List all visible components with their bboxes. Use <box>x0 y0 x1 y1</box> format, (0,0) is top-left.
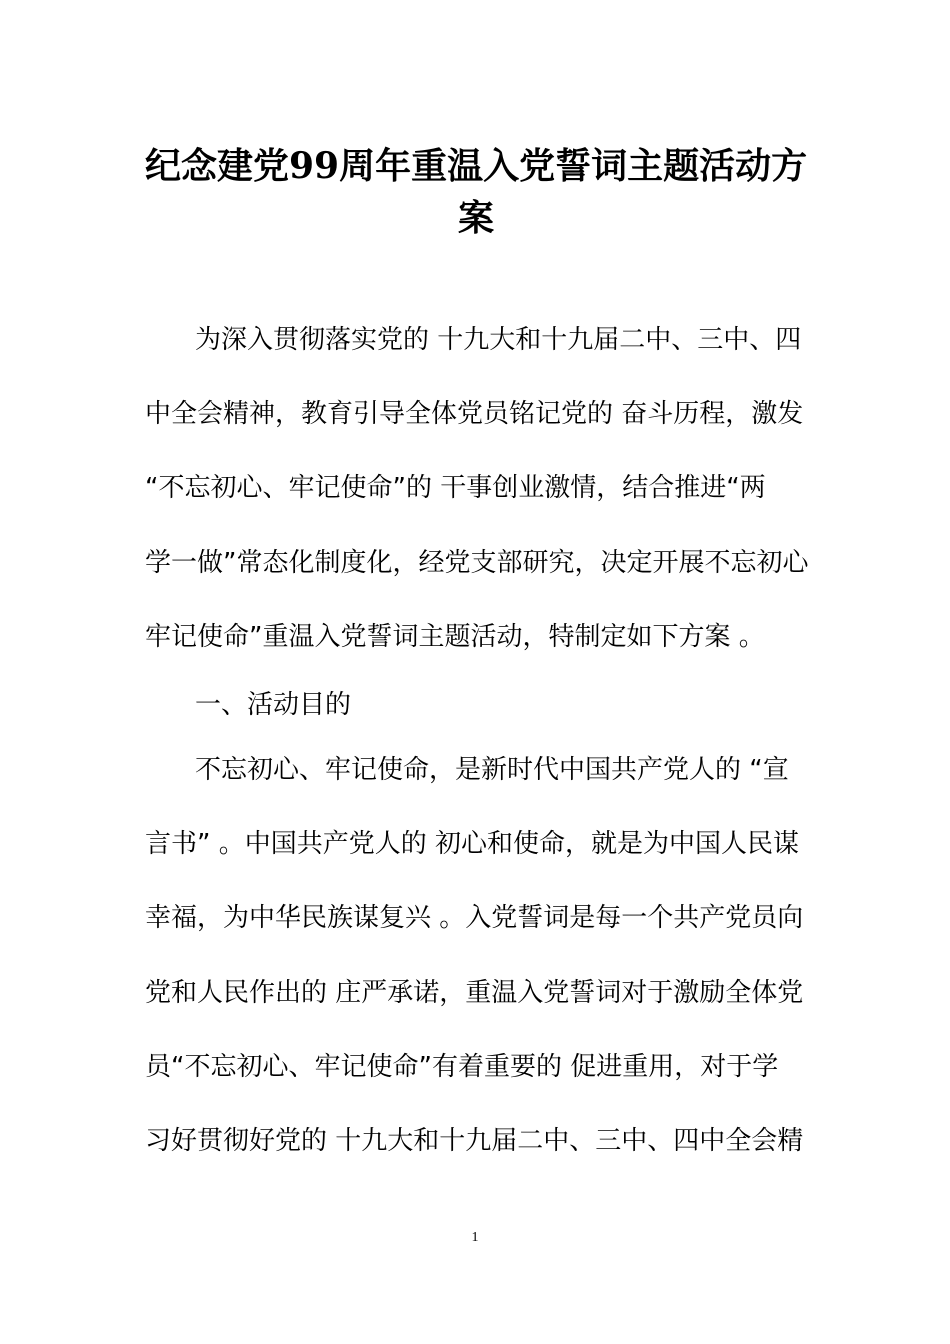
paragraph-2-line-1: 不忘初心、牢记使命，是新时代中国共产党人的 “宣 <box>195 755 789 785</box>
document-title-line-1: 纪念建党99周年重温入党誓词主题活动方 <box>145 145 808 187</box>
paragraph-1-line-2: 中全会精神，教育引导全体党员铭记党的 奋斗历程，激发 <box>145 399 804 429</box>
paragraph-1-line-1: 为深入贯彻落实党的 十九大和十九届二中、三中、四 <box>195 325 802 355</box>
document-title-line-2: 案 <box>457 197 494 239</box>
paragraph-1-line-3: “不忘初心、牢记使命”的 干事创业激情，结合推进“两 <box>145 473 766 503</box>
paragraph-1-line-5: 牢记使命”重温入党誓词主题活动，特制定如下方案 。 <box>145 622 765 652</box>
section-heading: 一、活动目的 <box>195 690 352 720</box>
paragraph-1-line-4: 学一做”常态化制度化，经党支部研究，决定开展不忘初心 <box>145 548 809 578</box>
paragraph-2-line-2: 言书” 。中国共产党人的 初心和使命，就是为中国人民谋 <box>145 829 799 859</box>
page-number: 1 <box>471 1230 479 1245</box>
paragraph-2-line-6: 习好贯彻好党的 十九大和十九届二中、三中、四中全会精 <box>145 1126 804 1156</box>
paragraph-2-line-4: 党和人民作出的 庄严承诺，重温入党誓词对于激励全体党 <box>145 978 804 1008</box>
paragraph-2-line-3: 幸福，为中华民族谋复兴 。入党誓词是每一个共产党员向 <box>145 903 804 933</box>
paragraph-2-line-5: 员“不忘初心、牢记使命”有着重要的 促进重用，对于学 <box>145 1052 779 1082</box>
